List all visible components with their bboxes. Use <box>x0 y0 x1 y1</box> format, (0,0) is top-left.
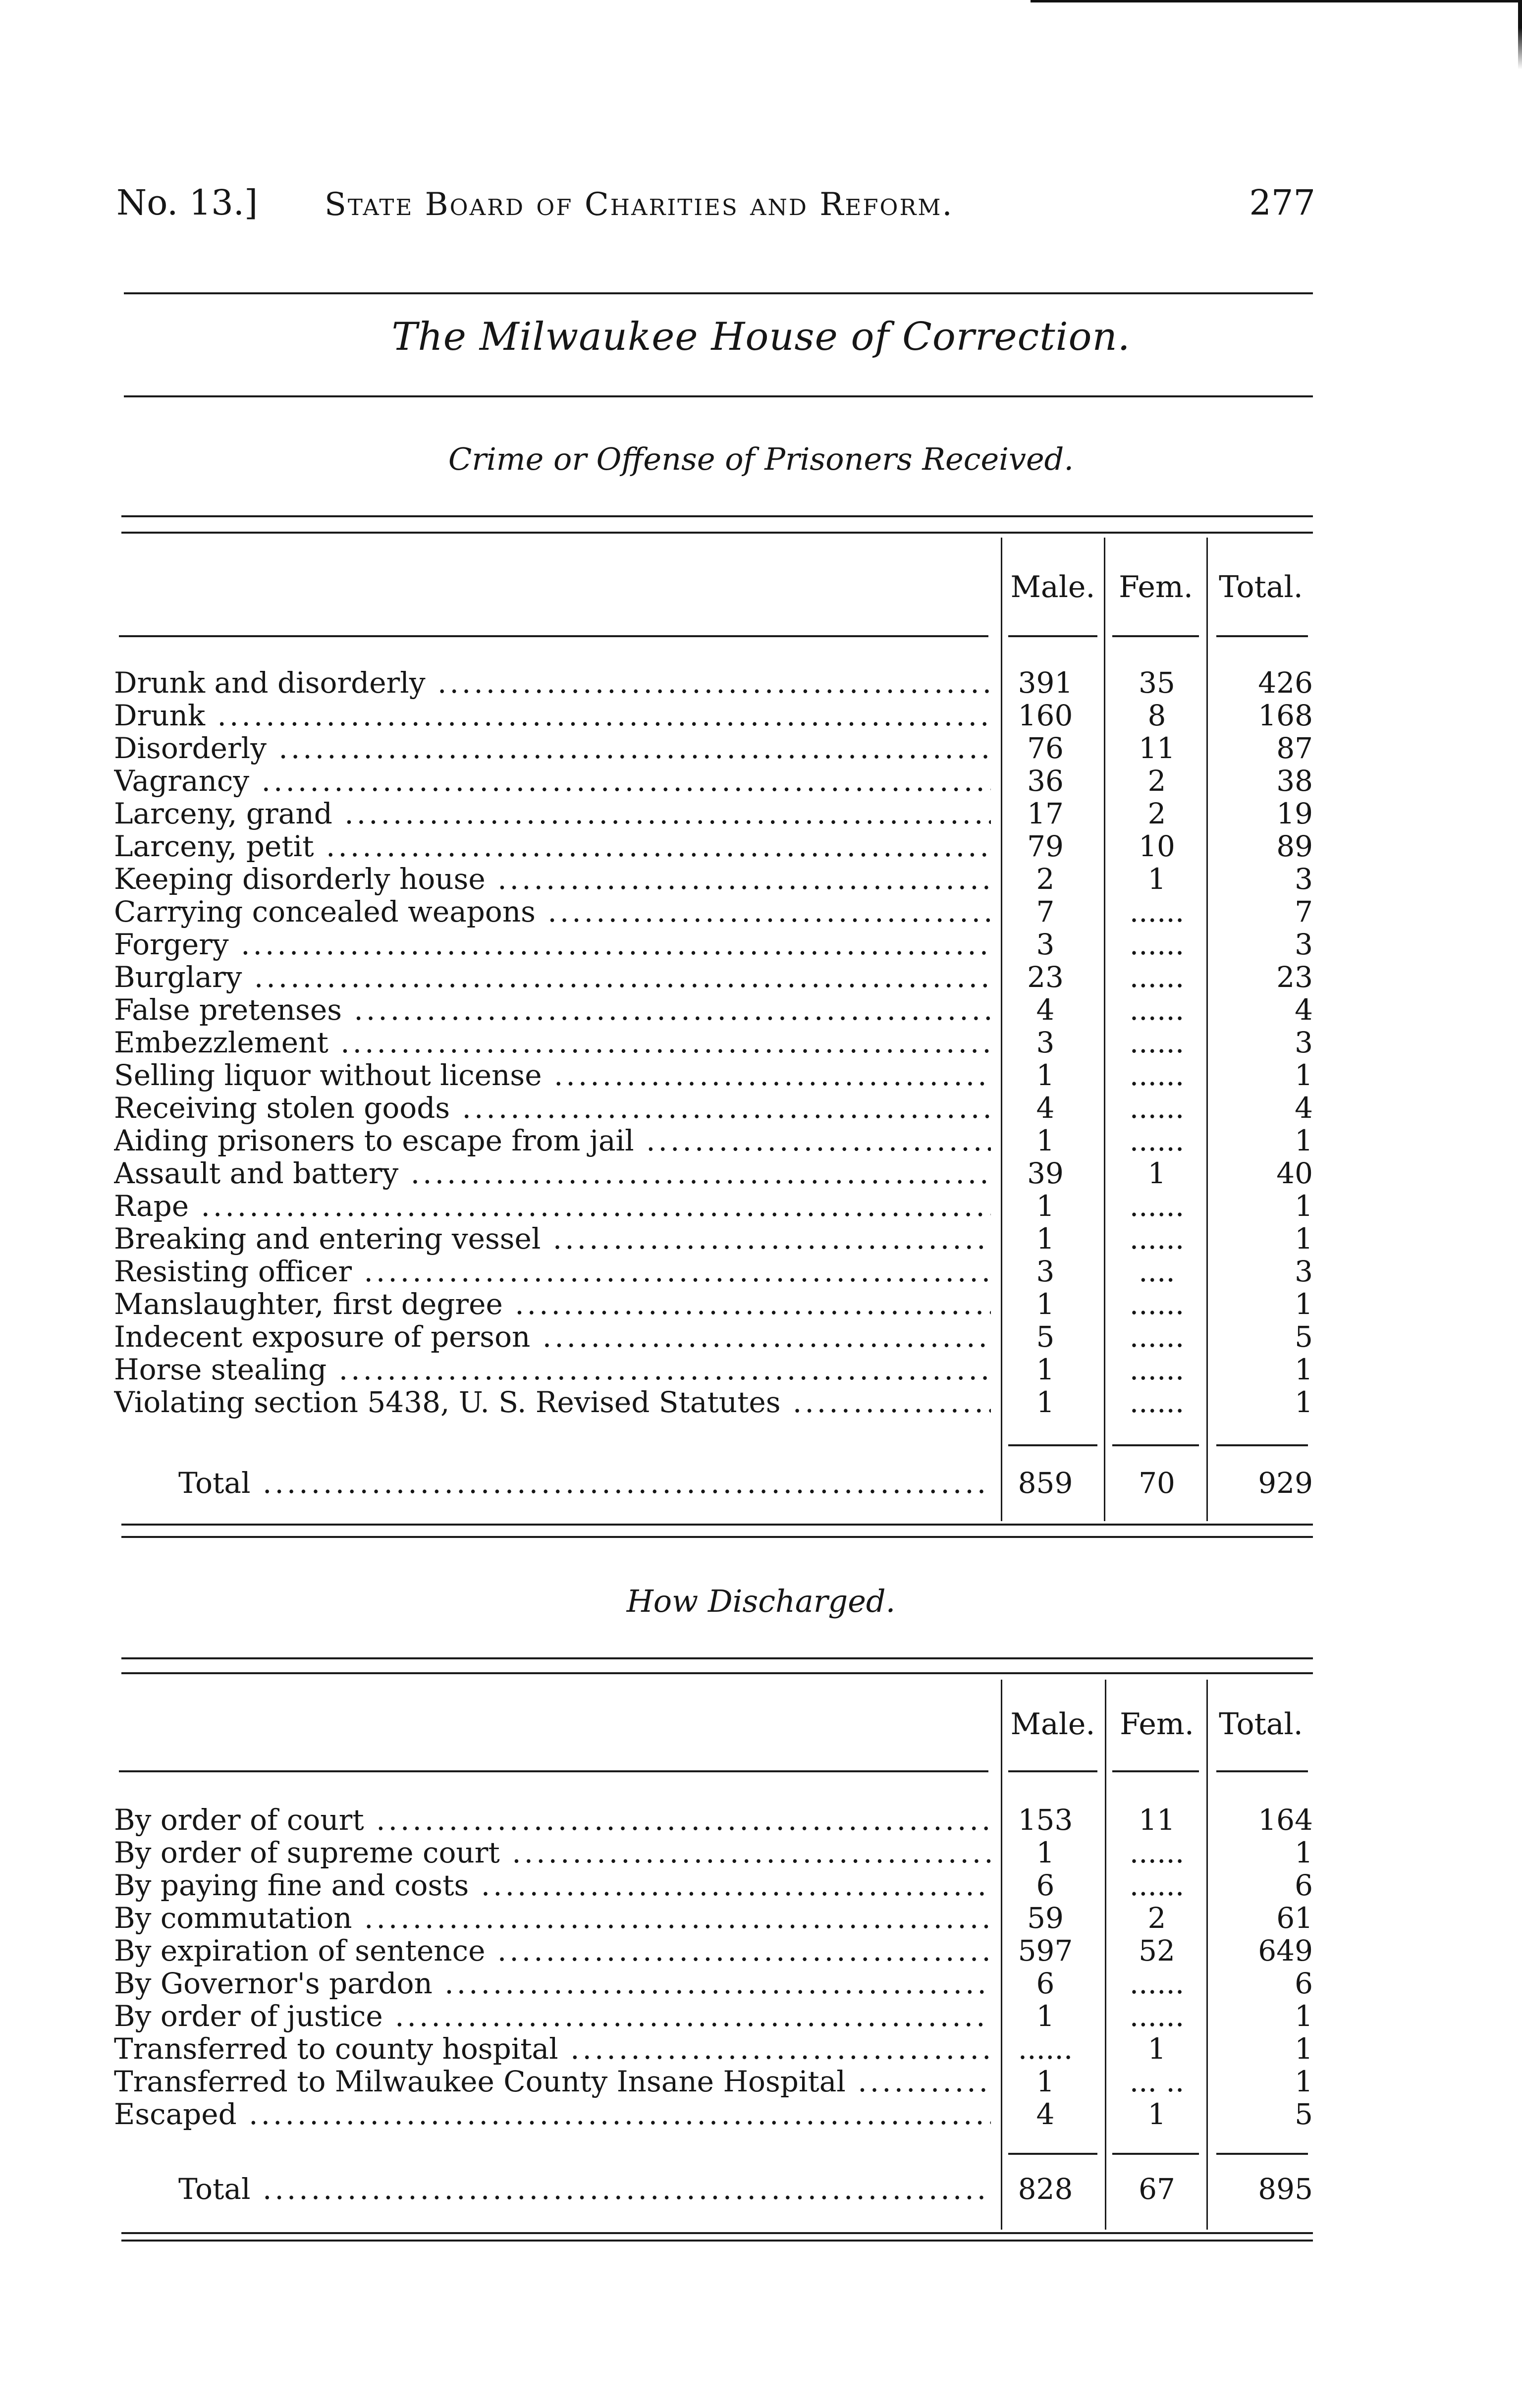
total-separator <box>1112 2153 1199 2155</box>
table-row <box>114 1190 1313 1222</box>
male-count: 4 <box>1036 993 1055 1027</box>
male-count: 1 <box>1036 1999 1055 2033</box>
table-row <box>114 1869 1313 1902</box>
page-header <box>116 182 1315 237</box>
male-count: 1 <box>1036 1058 1055 1092</box>
male-count: 76 <box>1027 731 1064 765</box>
total-count: 61 <box>1276 1901 1313 1935</box>
female-count: 1 <box>1147 862 1166 896</box>
total-total: 929 <box>1258 1466 1313 1500</box>
female-count: ...... <box>1129 928 1185 961</box>
header-underline <box>119 635 988 637</box>
row-label: False pretenses ..... <box>114 993 991 1026</box>
total-fem: 70 <box>1139 1466 1175 1500</box>
header-underline <box>1112 635 1199 637</box>
male-count: 6 <box>1036 1967 1055 2000</box>
row-label: Manslaughter, first degree ..... <box>114 1288 991 1320</box>
row-label: Keeping disorderly house ..... <box>114 863 991 895</box>
total-count: 6 <box>1295 1868 1313 1902</box>
header-underline <box>1112 1770 1199 1772</box>
male-count: 2 <box>1036 862 1055 896</box>
table-bottom-rule <box>121 2232 1313 2234</box>
row-label: Violating section 5438, U. S. Revised Statutes ..... <box>114 1386 991 1419</box>
row-label: Larceny, petit ..... <box>114 830 991 863</box>
total-count: 1 <box>1295 1836 1313 1869</box>
table-row <box>114 1902 1313 1934</box>
total-row <box>114 2173 1313 2205</box>
male-count: 1 <box>1036 1353 1055 1386</box>
column-header-total: Total. <box>1219 570 1303 604</box>
female-count: ...... <box>1129 1967 1185 2000</box>
row-label: Transferred to county hospital ..... <box>114 2032 991 2065</box>
row-label: Disorderly ..... <box>114 732 991 765</box>
table-row <box>114 1320 1313 1353</box>
page-number: 277 <box>1249 182 1315 223</box>
row-label: By paying fine and costs ..... <box>114 1869 991 1902</box>
total-count: 1 <box>1295 2065 1313 2098</box>
total-total: 895 <box>1258 2172 1313 2206</box>
total-count: 1 <box>1295 1287 1313 1321</box>
row-label: Assault and battery ..... <box>114 1157 991 1190</box>
male-count: 4 <box>1036 1091 1055 1125</box>
total-count: 649 <box>1258 1934 1313 1968</box>
row-label: Breaking and entering vessel ..... <box>114 1222 991 1255</box>
table-row <box>114 993 1313 1026</box>
male-count: 1 <box>1036 1222 1055 1256</box>
total-count: 1 <box>1295 1124 1313 1157</box>
table-top-rule <box>121 515 1313 517</box>
female-count: ...... <box>1129 1385 1185 1419</box>
male-count: 597 <box>1018 1934 1073 1968</box>
male-count: 6 <box>1036 1868 1055 1902</box>
table-row <box>114 863 1313 895</box>
row-label: By order of supreme court ..... <box>114 1836 991 1869</box>
total-count: 164 <box>1258 1803 1313 1837</box>
document-number: No. 13.] <box>116 182 258 223</box>
column-header-total: Total. <box>1219 1707 1303 1742</box>
total-count: 5 <box>1295 2097 1313 2131</box>
female-count: ...... <box>1129 960 1185 994</box>
female-count: ...... <box>1129 993 1185 1027</box>
table-bottom-rule <box>121 1524 1313 1526</box>
row-label: Transferred to Milwaukee County Insane Hospital ..... <box>114 2065 991 2098</box>
table-row <box>114 1222 1313 1255</box>
male-count: 153 <box>1018 1803 1073 1837</box>
male-count: 160 <box>1018 699 1073 732</box>
male-count: 5 <box>1036 1320 1055 1354</box>
header-underline <box>1216 635 1308 637</box>
total-count: 40 <box>1276 1156 1313 1190</box>
table-row <box>114 1353 1313 1386</box>
institution-title: The Milwaukee House of Correction. <box>391 315 1131 359</box>
male-count: 4 <box>1036 2097 1055 2131</box>
male-count: 59 <box>1027 1901 1064 1935</box>
male-count: 79 <box>1027 829 1064 863</box>
table-top-rule <box>121 532 1313 534</box>
row-label: By order of court ..... <box>114 1804 991 1836</box>
discharge-table-title: How Discharged. <box>626 1583 896 1619</box>
total-separator <box>1112 1444 1199 1446</box>
total-count: 1 <box>1295 1189 1313 1223</box>
total-count: 1 <box>1295 1999 1313 2033</box>
running-title: State Board of Charities and Reform. <box>325 186 954 223</box>
table-row <box>114 699 1313 732</box>
row-label: By expiration of sentence ..... <box>114 1934 991 1967</box>
male-count: 3 <box>1036 1026 1055 1059</box>
header-underline <box>119 1770 988 1772</box>
male-count: 391 <box>1018 666 1073 700</box>
row-label: By order of justice ..... <box>114 2000 991 2032</box>
female-count: ...... <box>1129 1868 1185 1902</box>
table-top-rule <box>121 1657 1313 1659</box>
header-underline <box>1216 1770 1308 1772</box>
female-count: 11 <box>1139 731 1175 765</box>
total-count: 38 <box>1276 764 1313 798</box>
header-underline <box>1008 635 1097 637</box>
column-header-male: Male. <box>1010 1707 1095 1742</box>
column-header-male: Male. <box>1010 570 1095 604</box>
total-count: 3 <box>1295 928 1313 961</box>
total-count: 6 <box>1295 1967 1313 2000</box>
table-row <box>114 2000 1313 2032</box>
total-count: 3 <box>1295 862 1313 896</box>
table-row <box>114 1386 1313 1419</box>
female-count: ...... <box>1129 895 1185 929</box>
female-count: 2 <box>1147 1901 1166 1935</box>
female-count: ...... <box>1129 1353 1185 1386</box>
total-count: 89 <box>1276 829 1313 863</box>
total-count: 4 <box>1295 1091 1313 1125</box>
total-count: 1 <box>1295 1385 1313 1419</box>
table-row <box>114 1836 1313 1869</box>
row-label: Receiving stolen goods ..... <box>114 1092 991 1124</box>
total-count: 23 <box>1276 960 1313 994</box>
row-label: Selling liquor without license ..... <box>114 1059 991 1092</box>
row-label: Escaped ..... <box>114 2098 991 2131</box>
male-count: 1 <box>1036 2065 1055 2098</box>
total-label: Total ..... <box>178 2173 991 2205</box>
table-row <box>114 928 1313 961</box>
male-count: ...... <box>1018 2032 1073 2066</box>
column-header-fem: Fem. <box>1119 570 1193 604</box>
row-label: By Governor's pardon ..... <box>114 1967 991 2000</box>
female-count: ...... <box>1129 1026 1185 1059</box>
male-count: 36 <box>1027 764 1064 798</box>
total-count: 1 <box>1295 1222 1313 1256</box>
total-count: 1 <box>1295 1058 1313 1092</box>
table-row <box>114 666 1313 699</box>
table-row <box>114 2032 1313 2065</box>
total-count: 5 <box>1295 1320 1313 1354</box>
male-count: 39 <box>1027 1156 1064 1190</box>
row-label: Larceny, grand ..... <box>114 797 991 830</box>
male-count: 7 <box>1036 895 1055 929</box>
table-row <box>114 1059 1313 1092</box>
male-count: 1 <box>1036 1124 1055 1157</box>
row-label: By commutation ..... <box>114 1902 991 1934</box>
total-count: 3 <box>1295 1255 1313 1288</box>
female-count: ... .. <box>1129 2065 1185 2098</box>
male-count: 1 <box>1036 1189 1055 1223</box>
table-bottom-rule <box>121 1536 1313 1538</box>
total-count: 426 <box>1258 666 1313 700</box>
table-row <box>114 1255 1313 1288</box>
scan-edge-artifact <box>1518 0 1522 69</box>
table-row <box>114 1157 1313 1190</box>
female-count: 2 <box>1147 797 1166 830</box>
male-count: 23 <box>1027 960 1064 994</box>
table-row <box>114 895 1313 928</box>
table-row <box>114 1967 1313 2000</box>
row-label: Burglary ..... <box>114 961 991 993</box>
table-row <box>114 797 1313 830</box>
crime-table <box>114 515 1313 1526</box>
female-count: 11 <box>1139 1803 1175 1837</box>
table-row <box>114 732 1313 765</box>
female-count: .... <box>1139 1255 1175 1288</box>
row-label: Embezzlement ..... <box>114 1026 991 1059</box>
row-label: Aiding prisoners to escape from jail ..... <box>114 1124 991 1157</box>
total-male: 828 <box>1018 2172 1073 2206</box>
female-count: 10 <box>1139 829 1175 863</box>
crime-table-title: Crime or Offense of Prisoners Received. <box>448 441 1074 477</box>
total-count: 3 <box>1295 1026 1313 1059</box>
table-row <box>114 1092 1313 1124</box>
female-count: ...... <box>1129 1189 1185 1223</box>
row-label: Drunk and disorderly ..... <box>114 666 991 699</box>
female-count: ...... <box>1129 1999 1185 2033</box>
female-count: 1 <box>1147 1156 1166 1190</box>
table-row <box>114 1934 1313 1967</box>
male-count: 1 <box>1036 1836 1055 1869</box>
female-count: 8 <box>1147 699 1166 732</box>
row-label: Horse stealing ..... <box>114 1353 991 1386</box>
table-row <box>114 961 1313 993</box>
female-count: ...... <box>1129 1836 1185 1869</box>
total-separator <box>1216 1444 1308 1446</box>
table-row <box>114 1026 1313 1059</box>
male-count: 3 <box>1036 1255 1055 1288</box>
header-rule <box>124 292 1313 294</box>
total-count: 1 <box>1295 1353 1313 1386</box>
total-separator <box>1216 2153 1308 2155</box>
total-count: 4 <box>1295 993 1313 1027</box>
total-male: 859 <box>1018 1466 1073 1500</box>
table-row <box>114 2065 1313 2098</box>
discharge-table <box>114 1657 1313 2252</box>
total-count: 1 <box>1295 2032 1313 2066</box>
title-rule <box>124 395 1313 397</box>
female-count: ...... <box>1129 1091 1185 1125</box>
female-count: 2 <box>1147 764 1166 798</box>
total-count: 7 <box>1295 895 1313 929</box>
table-row <box>114 765 1313 797</box>
female-count: ...... <box>1129 1287 1185 1321</box>
table-row <box>114 830 1313 863</box>
total-count: 19 <box>1276 797 1313 830</box>
total-separator <box>1008 1444 1097 1446</box>
female-count: 52 <box>1139 1934 1175 1968</box>
male-count: 3 <box>1036 928 1055 961</box>
female-count: ...... <box>1129 1124 1185 1157</box>
total-label: Total ..... <box>178 1467 991 1499</box>
table-row <box>114 1288 1313 1320</box>
row-label: Rape ..... <box>114 1190 991 1222</box>
column-header-fem: Fem. <box>1120 1707 1194 1742</box>
table-row <box>114 1124 1313 1157</box>
row-label: Indecent exposure of person ..... <box>114 1320 991 1353</box>
row-label: Carrying concealed weapons ..... <box>114 895 991 928</box>
female-count: 1 <box>1147 2032 1166 2066</box>
table-bottom-rule <box>121 2240 1313 2242</box>
header-underline <box>1008 1770 1097 1772</box>
male-count: 1 <box>1036 1287 1055 1321</box>
total-fem: 67 <box>1139 2172 1175 2206</box>
male-count: 1 <box>1036 1385 1055 1419</box>
table-top-rule <box>121 1672 1313 1674</box>
female-count: ...... <box>1129 1058 1185 1092</box>
row-label: Forgery ..... <box>114 928 991 961</box>
total-separator <box>1008 2153 1097 2155</box>
row-label: Drunk ..... <box>114 699 991 732</box>
female-count: ...... <box>1129 1222 1185 1256</box>
female-count: 35 <box>1139 666 1175 700</box>
female-count: 1 <box>1147 2097 1166 2131</box>
scan-edge-artifact <box>1031 0 1522 2</box>
row-label: Vagrancy ..... <box>114 765 991 797</box>
row-label: Resisting officer ..... <box>114 1255 991 1288</box>
male-count: 17 <box>1027 797 1064 830</box>
total-count: 87 <box>1276 731 1313 765</box>
table-row <box>114 2098 1313 2131</box>
total-row <box>114 1467 1313 1499</box>
table-row <box>114 1804 1313 1836</box>
total-count: 168 <box>1258 699 1313 732</box>
female-count: ...... <box>1129 1320 1185 1354</box>
